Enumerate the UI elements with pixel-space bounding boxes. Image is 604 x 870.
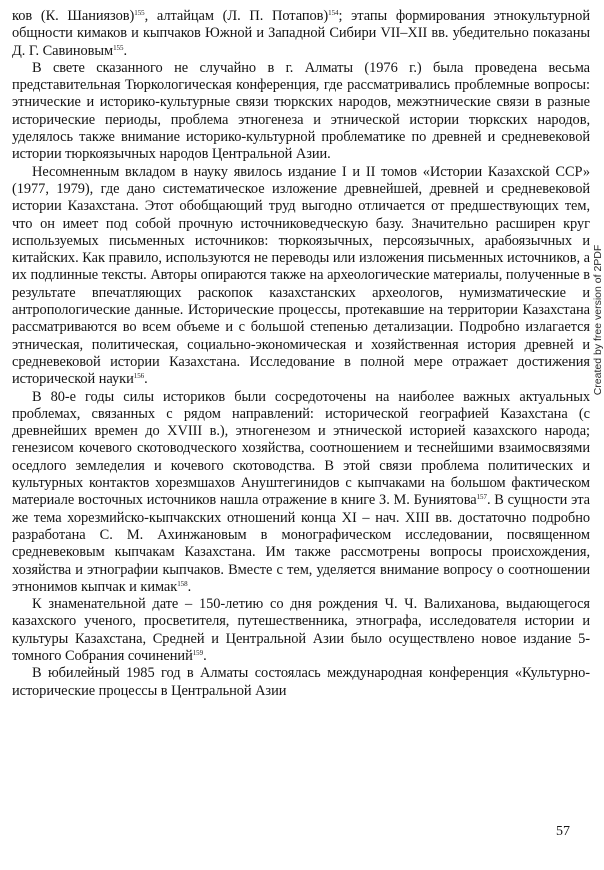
footnote-ref: 157	[476, 493, 487, 502]
paragraph	[12, 164, 590, 389]
paragraph-text: .	[144, 371, 148, 388]
watermark: Created by free version of 2PDF	[592, 244, 604, 396]
footnote-ref: 155	[134, 9, 145, 17]
paragraph-text: В 80-е годы силы историков были сосредоточены на наиболее важных актуальных проблемах, связанных с рядом направлений: исторической географией Казахстана (с древнейших времен до XVIII в.), этногенезом и этнической историей казахского народа; генезисом кочевого скотоводческого хозяйства, соотношением и теснейшими взаимосвязями оседлого земледелия и кочевого скотоводства. В этой связи проблема политических и культурных контактов хорезмшахов Ануштегинидов с кыпчаками на большом фактическом материале восточных источников нашла отражение в книге З. М. Буниятова	[12, 388, 590, 509]
paragraph-text: ; этапы формирования этнокультурной общности кимаков и кыпчаков Южной и Западной Сибири VII–XII вв. убедительно показаны Д. Г. Савиновым	[12, 8, 590, 59]
page-number: 57	[556, 824, 570, 839]
footnote-ref: 156	[133, 372, 145, 381]
footnote-ref: 155	[113, 43, 124, 52]
paragraph-text: В юбилейный 1985 год в Алматы состоялась международная конференция «Культурно-исторические процессы в Центральной Азии	[12, 665, 590, 699]
footnote-ref: 158	[177, 579, 188, 588]
paragraph	[12, 389, 590, 597]
paragraph-text: , алтайцам (Л. П. Потапов)	[144, 8, 329, 24]
page-body	[12, 8, 590, 700]
paragraph	[12, 665, 590, 700]
paragraph-text: ков (К. Шаниязов)	[12, 8, 135, 24]
paragraph	[12, 596, 590, 665]
paragraph-text: .	[187, 578, 192, 595]
paragraph-text: В свете сказанного не случайно в г. Алматы (1976 г.) была проведена весьма представительная Тюркологическая конференция, где рассматривались проблемные вопросы: этнические и историко-культурные связи тюркских народов, межэтнические связи в разные исторические периоды, проблема этногенеза и этнической истории тюркских народов, уделялось также внимание историко-культурной проблематике по древней и средневековой истории тюркоязычных народов Центральной Азии.	[12, 59, 590, 163]
footnote-ref: 154	[328, 9, 339, 17]
paragraph-text: .	[123, 42, 128, 59]
paragraph-text: К знаменательной дате – 150-летию со дня рождения Ч. Ч. Валиханова, выдающегося казахского ученого, просветителя, путешественника, этнографа, исследователя истории и культуры Казахстана, Средней и Центральной Азии было осуществлено новое издание 5-томного Собрания сочинений	[12, 596, 590, 664]
paragraph-text: Несомненным вкладом в науку явилось издание I и II томов «Истории Казахской ССР» (1977, 1979), где дано систематическое изложение древнейшей, древней и средневековой истории Казахстана. Этот обобщающий труд выгодно отличается от предшествующих тем, что он имеет под собой прочную источниковедческую базу. Значительно расширен круг используемых письменных источников: тюркоязычных, персоязычных, арабоязычных и китайских. Как правило, используются не переводы или изложения письменных источников, а их подлинные тексты. Авторы опираются также на археологические материалы, полученные в результате впечатляющих раскопок казахстанских археологов, нумизматические и антропологические данные. Исторические процессы, протекавшие на территории Казахстана рассматриваются во всем объеме и с большой степенью детализации. Подробно излагается этническая, политическая, социально-экономическая и хозяйственная история древней и средневековой истории Казахстана. Исследование в полной мере отражает достижения исторической науки	[12, 163, 590, 388]
footnote-ref: 159	[192, 648, 204, 657]
paragraph-text: .	[203, 647, 207, 664]
paragraph	[12, 60, 590, 164]
paragraph-text: . В сущности эта же тема хорезмийско-кыпчакских отношений конца XI – нач. XIII вв. достаточно подробно разработана С. М. Ахинжановым в монографическом исследовании, посвященном средневековым кыпчакам Казахстана. Им также рассмотрены вопросы происхождения, хозяйства и этнографии кыпчаков. Вместе с тем, уделяется внимание вопросу о соотношении этнонимов кыпчак и кимак	[12, 492, 590, 595]
paragraph	[12, 8, 590, 60]
